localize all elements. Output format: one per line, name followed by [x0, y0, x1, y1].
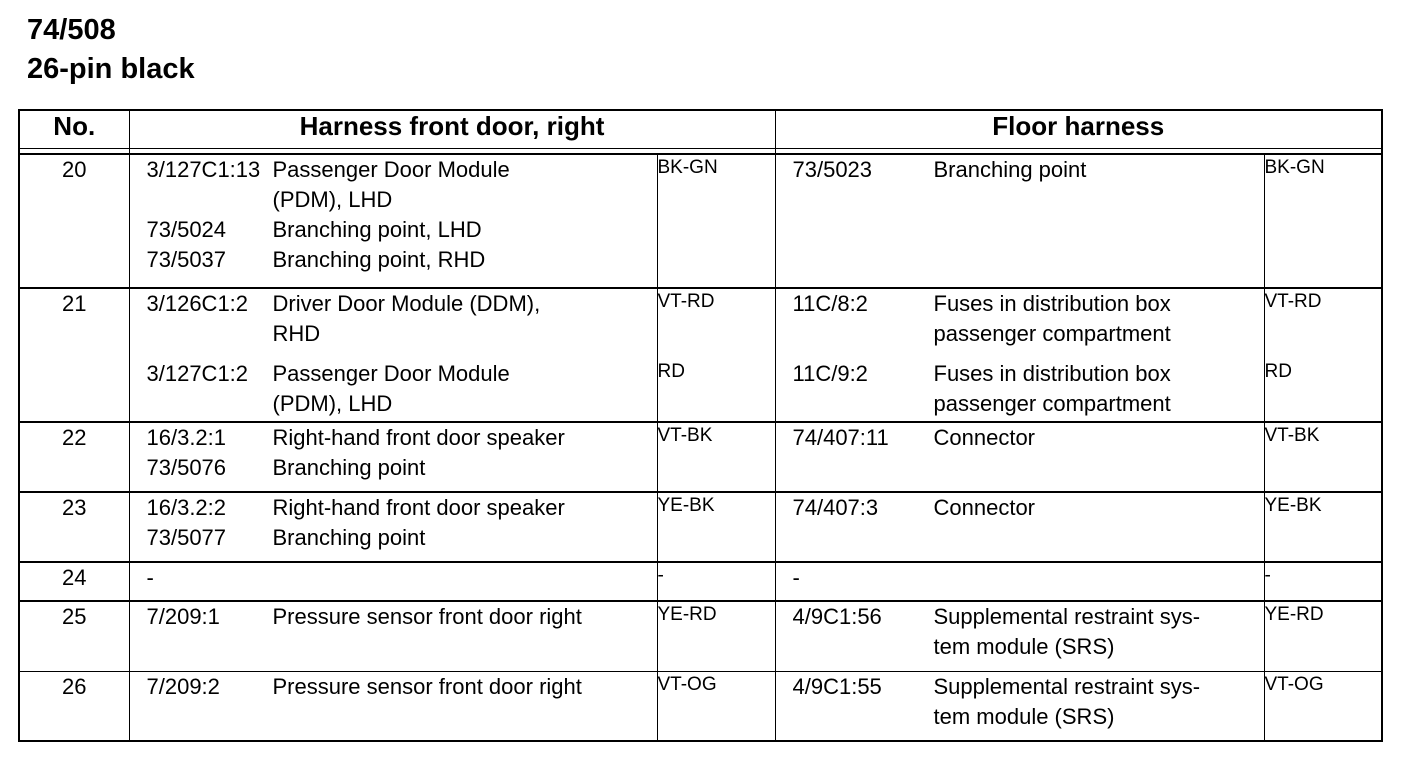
component-description: Fuses in distribution box [933, 361, 1171, 386]
wire-color: VT-BK [657, 425, 713, 446]
entry-line [130, 245, 657, 275]
entry-line [776, 563, 1264, 593]
component-description: Passenger Door Module [272, 361, 510, 386]
component-description: tem module (SRS) [933, 703, 1115, 729]
component-description: Branching point [272, 525, 426, 550]
component-description: Branching point [272, 455, 426, 480]
wire-color: YE-BK [657, 495, 715, 516]
left-wire-colors [657, 422, 775, 492]
pin-number: 20 [19, 154, 129, 288]
wire-color: VT-RD [1264, 291, 1322, 312]
table-row [19, 492, 1382, 562]
entry-line [776, 155, 1264, 185]
component-ref: 3/127C1:13 [146, 157, 261, 182]
pin-number: 25 [19, 601, 129, 671]
component-description: Pressure sensor front door right [272, 673, 582, 699]
component-ref [776, 632, 934, 662]
entry-line [130, 389, 657, 419]
entry-group [776, 672, 1264, 732]
entry-line [776, 493, 1264, 523]
component-ref [130, 389, 273, 419]
component-ref: 73/5037 [146, 247, 227, 272]
component-description: tem module (SRS) [933, 634, 1115, 659]
wire-color: RD [1264, 361, 1292, 382]
component-ref [130, 319, 273, 349]
entry-line [130, 563, 657, 593]
entry-line [776, 672, 1264, 702]
component-description: (PDM), LHD [272, 187, 393, 212]
component-ref [776, 389, 934, 419]
table-row [19, 288, 1382, 422]
entry-line [130, 155, 657, 185]
component-description: Connector [933, 495, 1036, 520]
component-ref: 16/3.2:1 [146, 425, 227, 450]
wire-color: BK-GN [1264, 157, 1325, 178]
table-row [19, 562, 1382, 601]
pin-number: 23 [19, 492, 129, 562]
wire-color: VT-OG [1264, 673, 1324, 695]
pin-number: 21 [19, 288, 129, 422]
component-ref: - [146, 565, 154, 590]
entry-line [130, 289, 657, 319]
pin-number: 22 [19, 422, 129, 492]
entry-line [130, 493, 657, 523]
left-harness-entries [129, 154, 657, 288]
component-ref [776, 319, 934, 349]
component-description: Right-hand front door speaker [272, 425, 565, 450]
component-ref: 73/5076 [146, 455, 227, 480]
component-description: Pressure sensor front door right [272, 604, 582, 629]
component-description: Branching point, LHD [272, 217, 482, 242]
entry-line [776, 319, 1264, 349]
component-description: Driver Door Module (DDM), [272, 291, 541, 316]
right-wire-colors [1264, 492, 1382, 562]
component-ref: - [792, 565, 800, 590]
entry-line [130, 602, 657, 632]
entry-line [130, 185, 657, 215]
wire-color: BK-GN [657, 157, 718, 178]
entry-line [130, 453, 657, 483]
component-ref: 3/127C1:2 [146, 361, 249, 386]
left-wire-colors [657, 492, 775, 562]
component-ref [130, 185, 273, 215]
component-ref: 4/9C1:55 [792, 673, 882, 699]
component-description: Supplemental restraint sys- [933, 604, 1201, 629]
entry-line [776, 289, 1264, 319]
entry-group [776, 155, 1264, 185]
header-floor-harness: Floor harness [775, 110, 1382, 149]
entry-group [130, 563, 657, 593]
component-ref: 4/9C1:56 [792, 604, 882, 629]
component-description [273, 563, 657, 593]
wire-color: - [1264, 565, 1271, 586]
component-ref: 16/3.2:2 [146, 495, 227, 520]
component-description: Branching point [933, 157, 1087, 182]
left-harness-entries [129, 601, 657, 671]
component-ref: 73/5023 [792, 157, 873, 182]
entry-line [776, 423, 1264, 453]
wire-color: RD [657, 361, 685, 382]
entry-line [130, 672, 657, 702]
left-wire-colors [657, 288, 775, 422]
right-wire-colors [1264, 671, 1382, 741]
entry-group [776, 359, 1264, 419]
component-ref: 11C/9:2 [792, 361, 868, 386]
entry-line [130, 359, 657, 389]
left-harness-entries [129, 422, 657, 492]
component-ref: 73/5024 [146, 217, 227, 242]
entry-group [130, 155, 657, 275]
left-wire-colors [657, 562, 775, 601]
entry-line [776, 702, 1264, 732]
entry-group [130, 359, 657, 419]
entry-group [130, 289, 657, 349]
entry-group [130, 672, 657, 702]
right-wire-colors [1264, 601, 1382, 671]
component-description: Right-hand front door speaker [272, 495, 565, 520]
right-harness-entries [775, 288, 1264, 422]
left-wire-colors [657, 601, 775, 671]
component-description [934, 563, 1264, 593]
entry-group [776, 493, 1264, 523]
entry-line [130, 215, 657, 245]
entry-line [130, 319, 657, 349]
component-ref: 73/5077 [146, 525, 227, 550]
wire-color: - [657, 565, 664, 586]
right-harness-entries [775, 601, 1264, 671]
pin-number: 26 [19, 671, 129, 741]
table-row [19, 601, 1382, 671]
component-ref: 7/209:1 [146, 604, 220, 629]
component-description: (PDM), LHD [272, 391, 393, 416]
component-ref: 74/407:3 [792, 495, 879, 520]
header-harness-front-door-right: Harness front door, right [129, 110, 775, 149]
entry-group [130, 602, 657, 632]
entry-line [130, 423, 657, 453]
pinout-table [18, 109, 1383, 742]
entry-group [776, 289, 1264, 349]
right-harness-entries [775, 671, 1264, 741]
component-description: passenger compartment [933, 391, 1171, 416]
right-harness-entries [775, 154, 1264, 288]
connector-description: 26-pin black [27, 53, 195, 85]
right-wire-colors [1264, 154, 1382, 288]
component-ref: 74/407:11 [792, 425, 889, 450]
entry-group [776, 563, 1264, 593]
table-row [19, 671, 1382, 741]
component-ref: 7/209:2 [146, 673, 220, 699]
component-description: passenger compartment [933, 321, 1171, 346]
entry-group [776, 423, 1264, 453]
left-harness-entries [129, 492, 657, 562]
entry-line [776, 389, 1264, 419]
connector-id: 74/508 [27, 14, 116, 46]
component-description: Supplemental restraint sys- [933, 673, 1201, 699]
left-wire-colors [657, 154, 775, 288]
component-ref: 11C/8:2 [792, 291, 868, 316]
pin-number: 24 [19, 562, 129, 601]
right-wire-colors [1264, 288, 1382, 422]
component-ref [776, 702, 934, 732]
right-harness-entries [775, 492, 1264, 562]
right-wire-colors [1264, 422, 1382, 492]
right-harness-entries [775, 422, 1264, 492]
component-ref: 3/126C1:2 [146, 291, 249, 316]
entry-group [130, 423, 657, 483]
left-harness-entries [129, 671, 657, 741]
table-row [19, 422, 1382, 492]
wire-color: YE-BK [1264, 495, 1322, 516]
entry-line [776, 632, 1264, 662]
left-harness-entries [129, 562, 657, 601]
left-harness-entries [129, 288, 657, 422]
component-description: Passenger Door Module [272, 157, 510, 182]
entry-line [776, 359, 1264, 389]
wire-color: YE-RD [657, 604, 717, 625]
wire-color: VT-BK [1264, 425, 1320, 446]
wire-color: VT-RD [657, 291, 715, 312]
component-description: Connector [933, 425, 1036, 450]
right-wire-colors [1264, 562, 1382, 601]
entry-group [776, 602, 1264, 662]
table-row [19, 154, 1382, 288]
wire-color: VT-OG [657, 673, 717, 695]
entry-line [130, 523, 657, 553]
component-description: RHD [272, 321, 321, 346]
entry-group [130, 493, 657, 553]
right-harness-entries [775, 562, 1264, 601]
header-no: No. [19, 110, 129, 149]
component-description: Branching point, RHD [272, 247, 486, 272]
left-wire-colors [657, 671, 775, 741]
component-description: Fuses in distribution box [933, 291, 1171, 316]
wire-color: YE-RD [1264, 604, 1324, 625]
entry-line [776, 602, 1264, 632]
